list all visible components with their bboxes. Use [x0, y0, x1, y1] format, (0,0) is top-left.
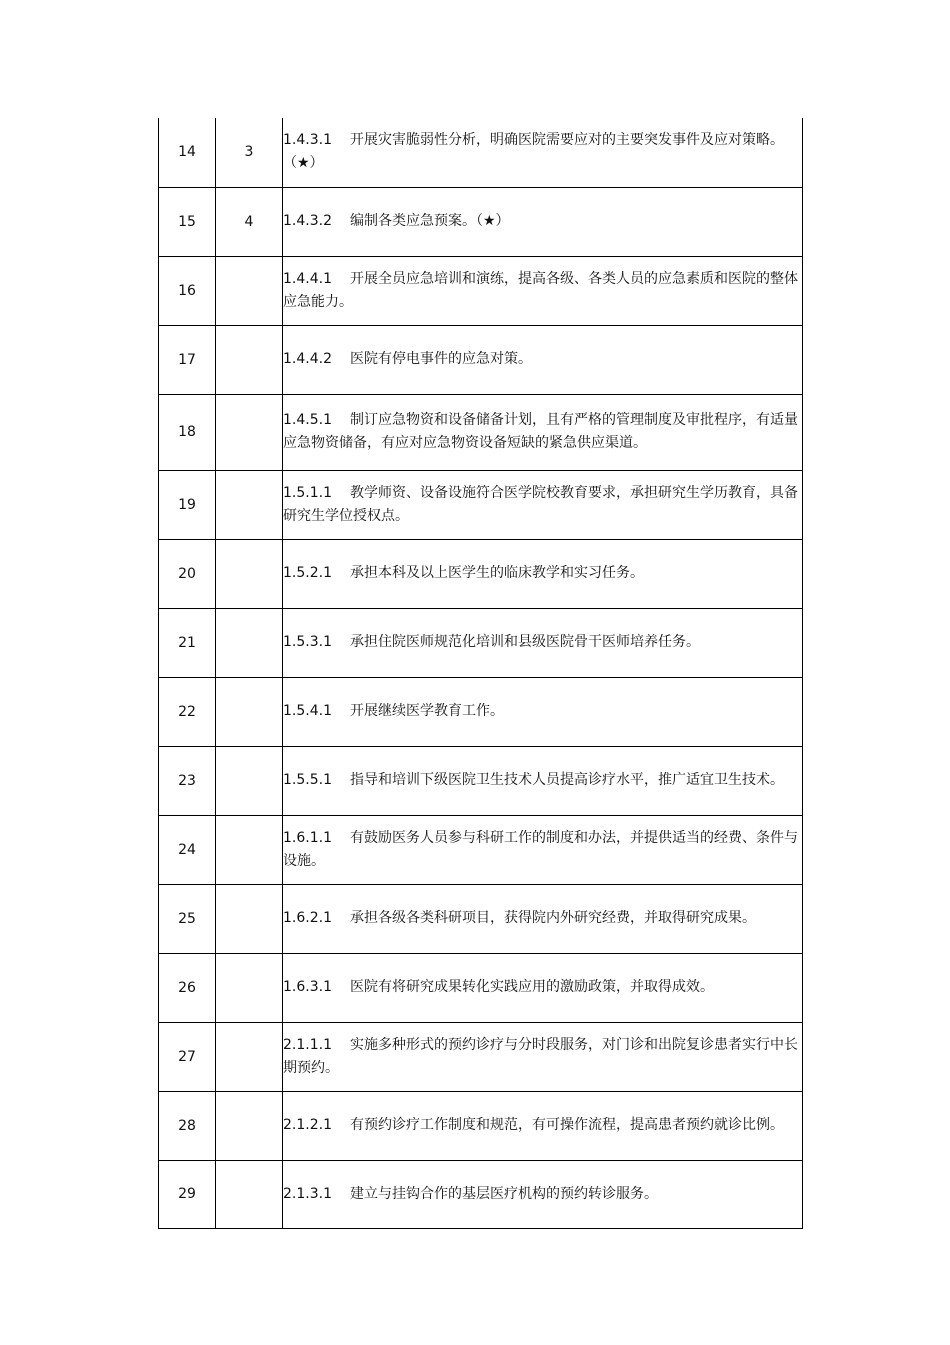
row-number: 23: [159, 746, 216, 815]
row-description: [283, 1160, 803, 1228]
row-description: [283, 953, 803, 1022]
row-subnumber: [216, 953, 283, 1022]
row-subnumber: [216, 608, 283, 677]
row-subnumber: [216, 256, 283, 325]
item-code: 1.5.1.1: [283, 484, 332, 501]
row-subnumber: [216, 815, 283, 884]
row-description: [283, 187, 803, 256]
row-description: [283, 815, 803, 884]
row-description: [283, 746, 803, 815]
item-text: 医院有将研究成果转化实践应用的激励政策，并取得成效。: [349, 979, 714, 995]
row-number: 19: [159, 470, 216, 539]
row-subnumber: [216, 884, 283, 953]
row-number: 28: [159, 1091, 216, 1160]
item-code: 1.4.5.1: [283, 412, 332, 428]
item-text: 承担住院医师规范化培训和县级医院骨干医师培养任务。: [349, 634, 700, 650]
row-subnumber: [216, 1022, 283, 1091]
item-text: 教学师资、设备设施符合医学院校教育要求，承担研究生学历教育，具备研究生学位授权点。: [283, 484, 798, 524]
row-number: 21: [159, 608, 216, 677]
item-code: 1.6.3.1: [283, 979, 332, 995]
item-code: 1.5.5.1: [283, 772, 332, 788]
row-description: [283, 539, 803, 608]
item-code: 2.1.1.1: [283, 1036, 332, 1053]
row-number: 15: [159, 187, 216, 256]
table-row: [159, 1160, 803, 1228]
table-row: [159, 953, 803, 1022]
item-text: 开展灾害脆弱性分析，明确医院需要应对的主要突发事件及应对策略。（★）: [283, 132, 784, 172]
table-row: [159, 815, 803, 884]
item-code: 1.4.3.1: [283, 132, 332, 149]
row-description: [283, 677, 803, 746]
row-description: [283, 608, 803, 677]
table-row: [159, 677, 803, 746]
row-number: 24: [159, 815, 216, 884]
row-number: 18: [159, 394, 216, 470]
table-row: [159, 187, 803, 256]
item-code: 1.4.4.1: [283, 270, 332, 287]
row-number: 27: [159, 1022, 216, 1091]
item-code: 1.4.4.2: [283, 351, 332, 367]
row-subnumber: 3: [216, 118, 283, 187]
row-description: [283, 1091, 803, 1160]
row-description: [283, 325, 803, 394]
item-text: 承担本科及以上医学生的临床教学和实习任务。: [349, 565, 644, 581]
row-subnumber: [216, 325, 283, 394]
row-number: 26: [159, 953, 216, 1022]
row-description: [283, 118, 803, 187]
table-row: [159, 118, 803, 187]
table-row: [159, 325, 803, 394]
row-subnumber: [216, 394, 283, 470]
item-code: 1.6.1.1: [283, 829, 332, 846]
row-subnumber: [216, 677, 283, 746]
row-description: [283, 1022, 803, 1091]
item-code: 2.1.2.1: [283, 1117, 332, 1133]
table-row: [159, 256, 803, 325]
item-text: 有鼓励医务人员参与科研工作的制度和办法，并提供适当的经费、条件与设施。: [283, 829, 798, 869]
standards-table: [158, 118, 803, 1229]
table-row: [159, 394, 803, 470]
item-text: 开展全员应急培训和演练，提高各级、各类人员的应急素质和医院的整体应急能力。: [283, 270, 798, 310]
item-text: 承担各级各类科研项目，获得院内外研究经费，并取得研究成果。: [349, 910, 756, 926]
row-description: [283, 256, 803, 325]
table-row: [159, 1022, 803, 1091]
row-number: 17: [159, 325, 216, 394]
row-number: 16: [159, 256, 216, 325]
row-number: 22: [159, 677, 216, 746]
row-number: 29: [159, 1160, 216, 1228]
item-text: 实施多种形式的预约诊疗与分时段服务，对门诊和出院复诊患者实行中长期预约。: [283, 1036, 798, 1076]
table-row: [159, 746, 803, 815]
row-subnumber: [216, 1160, 283, 1228]
item-code: 1.4.3.2: [283, 213, 332, 229]
row-number: 25: [159, 884, 216, 953]
table-row: [159, 884, 803, 953]
item-text: 制订应急物资和设备储备计划，且有严格的管理制度及审批程序，有适量应急物资储备，有应对应急物资设备短缺的紧急供应渠道。: [283, 412, 798, 451]
table-row: [159, 539, 803, 608]
item-code: 2.1.3.1: [283, 1185, 332, 1202]
row-subnumber: [216, 539, 283, 608]
item-code: 1.5.3.1: [283, 634, 332, 650]
row-number: 20: [159, 539, 216, 608]
table-row: [159, 1091, 803, 1160]
table-row: [159, 608, 803, 677]
item-text: 开展继续医学教育工作。: [349, 703, 504, 719]
item-code: 1.6.2.1: [283, 910, 332, 926]
row-description: [283, 884, 803, 953]
row-number: 14: [159, 118, 216, 187]
item-text: 有预约诊疗工作制度和规范，有可操作流程，提高患者预约就诊比例。: [349, 1117, 784, 1133]
row-description: [283, 470, 803, 539]
item-text: 编制各类应急预案。（★）: [349, 213, 510, 229]
row-subnumber: [216, 746, 283, 815]
item-code: 1.5.4.1: [283, 703, 332, 719]
row-description: [283, 394, 803, 470]
item-text: 医院有停电事件的应急对策。: [349, 351, 532, 367]
row-subnumber: [216, 1091, 283, 1160]
table-row: [159, 470, 803, 539]
item-code: 1.5.2.1: [283, 565, 332, 581]
row-subnumber: [216, 470, 283, 539]
item-text: 建立与挂钩合作的基层医疗机构的预约转诊服务。: [349, 1185, 658, 1202]
row-subnumber: 4: [216, 187, 283, 256]
item-text: 指导和培训下级医院卫生技术人员提高诊疗水平，推广适宜卫生技术。: [349, 772, 784, 788]
